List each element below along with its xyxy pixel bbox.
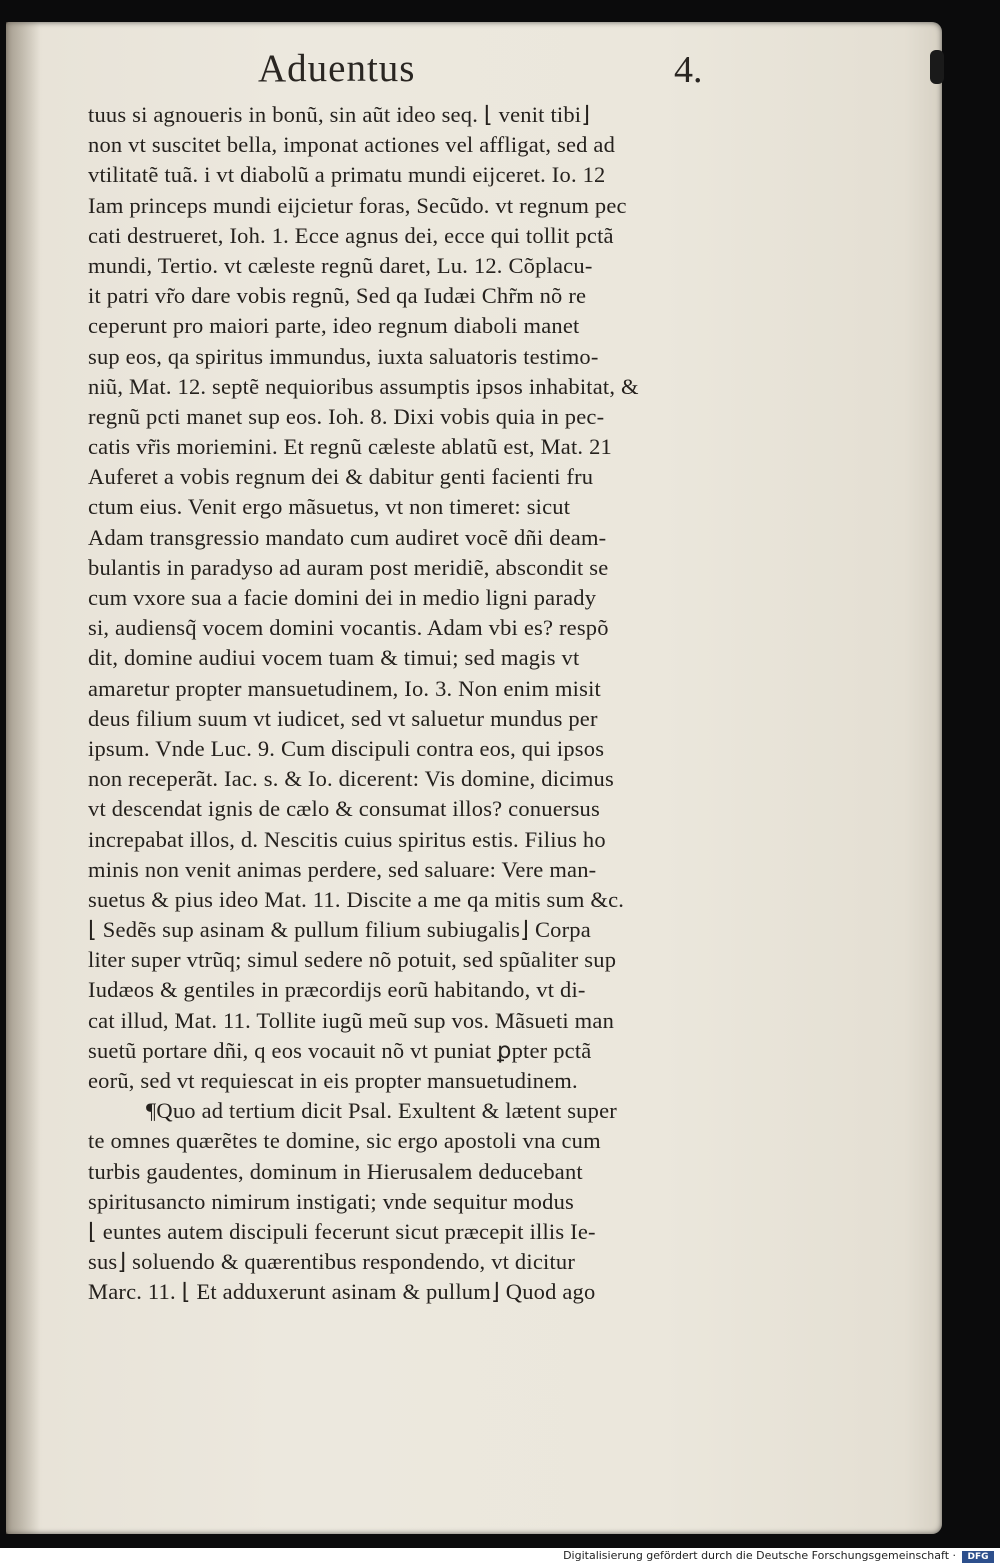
text-line: turbis gaudentes, dominum in Hierusalem deducebant xyxy=(88,1158,583,1184)
text-line: it patri vr̃o dare vobis regnũ, Sed qa Iudæi Chr̃m nõ re xyxy=(88,283,587,309)
body-text xyxy=(88,100,768,1308)
running-head: Aduentus xyxy=(258,47,416,90)
dfg-logo: DFG xyxy=(962,1551,994,1563)
text-line: ctum eius. Venit ergo mãsuetus, vt non timeret: sicut xyxy=(88,494,571,520)
text-line: sup eos, qa spiritus immundus, iuxta saluatoris testimo- xyxy=(88,343,599,369)
text-line: Iam princeps mundi eijcietur foras, Secũdo. vt regnum pec xyxy=(88,192,627,218)
text-line: Adam transgressio mandato cum audiret vocẽ dñi deam- xyxy=(88,524,607,550)
text-line: deus filium suum vt iudicet, sed vt saluetur mundus per xyxy=(88,705,598,731)
page-number: 4. xyxy=(674,49,703,91)
text-line: increpabat illos, d. Nescitis cuius spiritus estis. Filius ho xyxy=(88,826,606,852)
text-line: eorũ, sed vt requiescat in eis propter mansuetudinem. xyxy=(88,1068,578,1093)
book-page xyxy=(6,22,942,1534)
text-line: dit, domine audiui vocem tuam & timui; sed magis vt xyxy=(88,645,580,671)
text-line: Marc. 11. ⌊ Et adduxerunt asinam & pullum⌋ Quod ago xyxy=(88,1279,596,1305)
text-line: vt descendat ignis de cælo & consumat illos? conuersus xyxy=(88,796,600,822)
text-line: mundi, Tertio. vt cæleste regnũ daret, Lu. 12. Cõplacu- xyxy=(88,252,593,278)
footer-credit: Digitalisierung gefördert durch die Deutsche Forschungsgemeinschaft · xyxy=(563,1549,956,1562)
text-line: tuus si agnoueris in bonũ, sin aũt ideo seq. ⌊ venit tibi⌋ xyxy=(88,102,591,127)
text-line: catis vr̃is moriemini. Et regnũ cæleste ablatũ est, Mat. 21 xyxy=(88,434,612,460)
text-line: suetus & pius ideo Mat. 11. Discite a me qa mitis sum &c. xyxy=(88,886,625,912)
text-line: niũ, Mat. 12. septẽ nequioribus assumptis ipsos inhabitat, & xyxy=(88,373,639,399)
text-line: sus⌋ soluendo & quærentibus respondendo, vt dicitur xyxy=(88,1249,576,1275)
text-line: Iudæos & gentiles in præcordijs eorũ habitando, vt di- xyxy=(88,977,586,1003)
text-line: ⌊ Sedẽs sup asinam & pullum filium subiugalis⌋ Corpa xyxy=(88,917,591,943)
text-line: bulantis in paradyso ad auram post meridiẽ, abscondit se xyxy=(88,554,609,580)
page-header xyxy=(6,22,942,102)
text-line: liter super vtrũq; simul sedere nõ potuit, sed spũaliter sup xyxy=(88,947,617,973)
text-line: non vt suscitet bella, imponat actiones vel affligat, sed ad xyxy=(88,132,616,158)
text-line: non receperãt. Iac. s. & Io. dicerent: Vis domine, dicimus xyxy=(88,766,614,792)
text-line: cat illud, Mat. 11. Tollite iugũ meũ sup vos. Mãsueti man xyxy=(88,1007,615,1033)
text-line: ⌊ euntes autem discipuli fecerunt sicut præcepit illis Ie- xyxy=(88,1218,596,1244)
clip-mark xyxy=(930,50,944,84)
text-line: Auferet a vobis regnum dei & dabitur genti facienti fru xyxy=(88,464,594,490)
page-gutter-shadow xyxy=(6,22,40,1534)
text-line: spiritusancto nimirum instigati; vnde sequitur modus xyxy=(88,1188,574,1214)
footer-bar xyxy=(0,1548,1000,1566)
text-line: ¶Quo ad tertium dicit Psal. Exultent & lætent super xyxy=(146,1098,617,1124)
text-line: ceperunt pro maiori parte, ideo regnum diaboli manet xyxy=(88,313,580,339)
text-line: cum vxore sua a facie domini dei in medio ligni parady xyxy=(88,585,597,610)
text-line: te omnes quærẽtes te domine, sic ergo apostoli vna cum xyxy=(88,1128,601,1154)
text-line: si, audiensq̃ vocem domini vocantis. Adam vbi es? respõ xyxy=(88,615,609,641)
text-line: regnũ pcti manet sup eos. Ioh. 8. Dixi vobis quia in pec- xyxy=(88,403,605,429)
text-line: suetũ portare dñi, q eos vocauit nõ vt puniat ꝑpter pctã xyxy=(88,1037,592,1063)
text-line: minis non venit animas perdere, sed saluare: Vere man- xyxy=(88,856,597,882)
text-line: vtilitatẽ tuã. i vt diabolũ a primatu mundi eijceret. Io. 12 xyxy=(88,162,606,188)
text-line: ipsum. Vnde Luc. 9. Cum discipuli contra eos, qui ipsos xyxy=(88,735,605,761)
text-line: amaretur propter mansuetudinem, Io. 3. Non enim misit xyxy=(88,675,601,701)
text-line: cati destrueret, Ioh. 1. Ecce agnus dei, ecce qui tollit pctã xyxy=(88,222,614,248)
